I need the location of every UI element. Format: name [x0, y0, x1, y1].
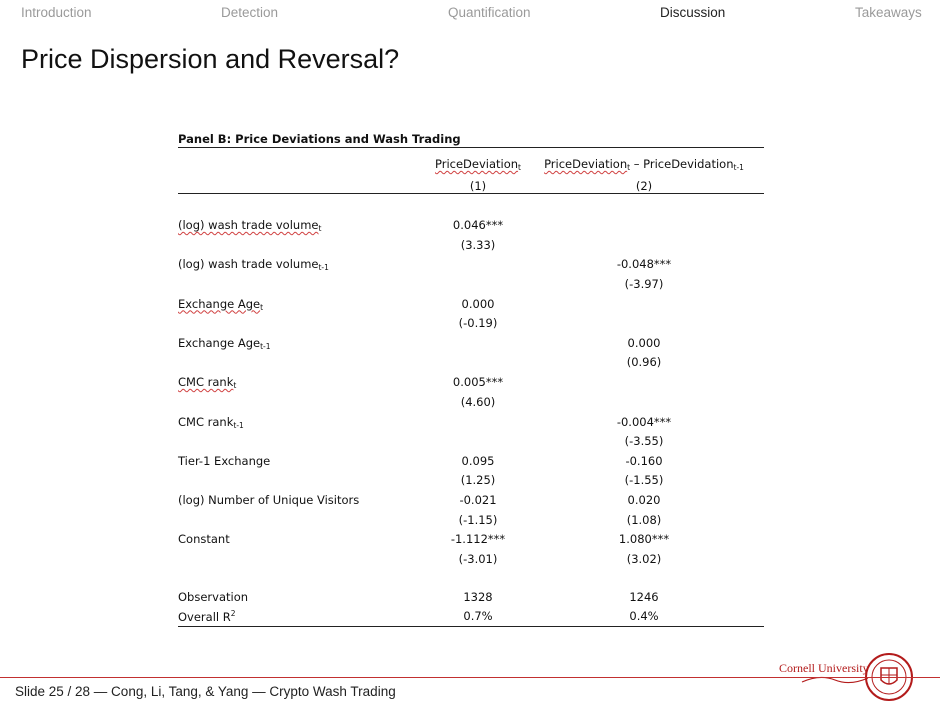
panel-title: Panel B: Price Deviations and Wash Trading	[178, 132, 461, 146]
row-label: CMC rank$_t$	[178, 375, 237, 391]
nav-item-discussion[interactable]: Discussion	[660, 5, 726, 20]
row-label: (log) Number of Unique Visitors	[178, 493, 360, 508]
footer-text: Slide 25 / 28 — Cong, Li, Tang, & Yang — Crypto Wash Trading	[15, 684, 396, 699]
row-label: Tier-1 Exchange	[178, 453, 271, 468]
nav-item-quantification[interactable]: Quantification	[448, 5, 531, 20]
table-top-rule	[178, 147, 764, 148]
nav-item-takeaways[interactable]: Takeaways	[855, 5, 922, 20]
cornell-logo-text: Cornell University	[779, 661, 869, 675]
row-label: Constant	[178, 532, 230, 547]
slide-title: Price Dispersion and Reversal?	[21, 44, 400, 74]
footer-rule	[0, 677, 940, 678]
section-nav	[0, 0, 940, 26]
logo-swoosh-icon	[800, 672, 870, 686]
table-bottom-rule	[178, 626, 764, 627]
header-rule	[178, 193, 764, 194]
r2-label: Overall $R^2$	[178, 609, 236, 624]
nav-item-introduction[interactable]: Introduction	[21, 5, 92, 20]
row-label: Exchange Age$_t$	[178, 296, 264, 312]
observation-label: Observation	[178, 590, 249, 604]
row-label: Exchange Age$_{t-1}$	[178, 335, 271, 351]
nav-item-detection[interactable]: Detection	[221, 5, 279, 20]
row-label: CMC rank$_{t-1}$	[178, 414, 244, 430]
row-label: (log) wash trade volume$_t$	[178, 218, 322, 233]
row-label: (log) wash trade volume$_{t-1}$	[178, 257, 329, 273]
